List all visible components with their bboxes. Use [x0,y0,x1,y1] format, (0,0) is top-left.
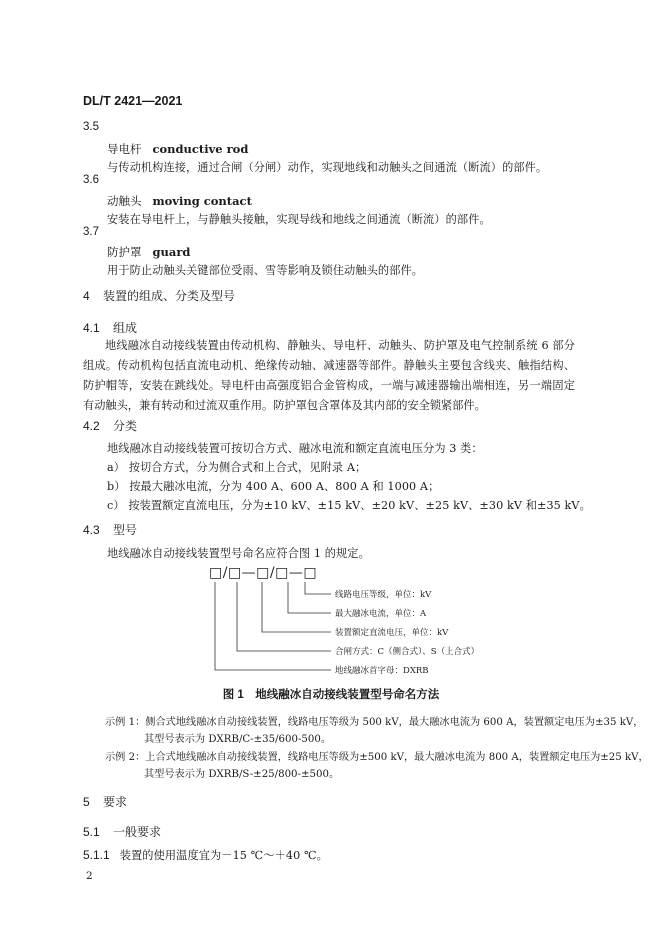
example-label: 示例 2： [105,752,146,763]
composition-paragraph: 地线融冰自动接线装置由传动机构、静触头、导电杆、动触头、防护罩及电气控制系统 6 部分组成。传动机构包括直流电动机、绝缘传动轴、减速器等部件。静触头主要包含线夹、触指结构、防护帽等，安装在跳线处。导电杆由高强度铝合金管构成，一端与减速器输出端相连，另一端固定有动触头，兼有转动和过流双重作用。防护罩包含罩体及其内部的安全锁紧部件。 [83,339,575,412]
model-code-pattern: □/□—□/□—□ [209,565,318,581]
section-heading [83,793,127,810]
subsection-heading [83,417,137,434]
list-item [107,497,591,513]
model-naming-diagram [195,562,495,682]
clause-number: 5.1.1 [83,848,110,862]
term-number: 3.5 [83,121,99,133]
term-title [107,193,252,209]
section-title: 装置的组成、分类及型号 [103,289,236,303]
list-text: 按切合方式，分为侧合式和上合式，见附录 A； [128,461,367,474]
section-number: 5 [83,795,90,809]
example-1 [105,713,643,728]
term-title-en: moving contact [152,194,252,208]
subsection-heading [83,521,137,538]
term-title-en: conductive rod [152,142,249,156]
example-1-line2: 其型号表示为 DXRB/C-±35/600-500。 [144,734,332,745]
list-marker: b） [107,480,126,493]
subsection-title: 分类 [113,419,138,433]
list-text: 按装置额定直流电压，分为±10 kV、±15 kV、±20 kV、±25 kV、±30 kV 和±35 kV。 [128,499,591,512]
list-item [107,459,366,475]
term-definition: 与传动机构连接，通过合闸（分闸）动作，实现地线和动触头之间通流（断流）的部件。 [107,161,548,174]
subsection-heading [83,823,161,840]
diagram-label: 合闸方式：C（侧合式）、S（上合式） [335,647,480,657]
list-marker: a） [107,461,126,474]
leader-line-dc-voltage [262,582,331,632]
term-title [107,244,190,260]
term-number: 3.6 [83,174,99,186]
leader-line-closing-mode [237,582,331,651]
diagram-label: 线路电压等级，单位：kV [335,590,432,600]
standard-code: DL/T 2421—2021 [83,94,183,108]
clause [83,847,328,863]
term-title-zh: 动触头 [107,194,142,208]
term-number: 3.7 [83,226,99,238]
list-text: 按最大融冰电流，分为 400 A、600 A、800 A 和 1000 A； [129,480,440,493]
term-definition: 安装在导电杆上，与静触头接触，实现导线和地线之间通流（断流）的部件。 [107,213,491,226]
clause-text: 装置的使用温度宜为－15 ℃～＋40 ℃。 [119,849,328,862]
term-definition: 用于防止动触头关键部位受雨、雪等影响及锁住动触头的部件。 [107,264,424,277]
subsection-number: 5.1 [83,825,100,839]
figure-caption: 图 1 地线融冰自动接线装置型号命名方法 [222,689,440,701]
leader-line-current [288,582,331,613]
diagram-label: 最大融冰电流，单位：A [335,609,427,619]
term-title-zh: 导电杆 [107,142,142,156]
term-title-en: guard [152,245,191,259]
example-2-line2: 其型号表示为 DXRB/S-±25/800-±500。 [144,769,340,780]
subsection-title: 一般要求 [113,825,162,839]
subsection-title: 组成 [113,321,138,335]
diagram-label: 装置额定直流电压，单位：kV [335,628,449,638]
section-title: 要求 [103,795,128,809]
subsection-number: 4.2 [83,419,100,433]
leader-line-prefix [215,582,331,670]
subsection-heading [83,319,137,336]
list-marker: c） [107,499,125,512]
term-title [107,141,248,157]
example-text: 侧合式地线融冰自动接线装置，线路电压等级为 500 kV，最大融冰电流为 600 A，装置额定电压为±35 kV， [145,717,644,728]
example-label: 示例 1： [105,717,146,728]
subsection-number: 4.1 [83,321,100,335]
section-number: 4 [83,289,90,303]
example-text: 上合式地线融冰自动接线装置，线路电压等级为±500 kV，最大融冰电流为 800 A，装置额定电压为±25 kV， [145,752,649,763]
subsection-title: 型号 [113,523,138,537]
classification-intro: 地线融冰自动接线装置可按切合方式、融冰电流和额定直流电压分为 3 类： [107,442,483,455]
leader-line-voltage [305,582,331,594]
section-heading [83,287,235,304]
example-2 [105,748,649,763]
page-number: 2 [86,870,93,882]
diagram-label: 地线融冰首字母：DXRB [335,666,429,676]
model-intro: 地线融冰自动接线装置型号命名应符合图 1 的规定。 [107,547,370,560]
term-title-zh: 防护罩 [107,245,142,259]
subsection-number: 4.3 [83,523,100,537]
list-item [107,478,439,494]
